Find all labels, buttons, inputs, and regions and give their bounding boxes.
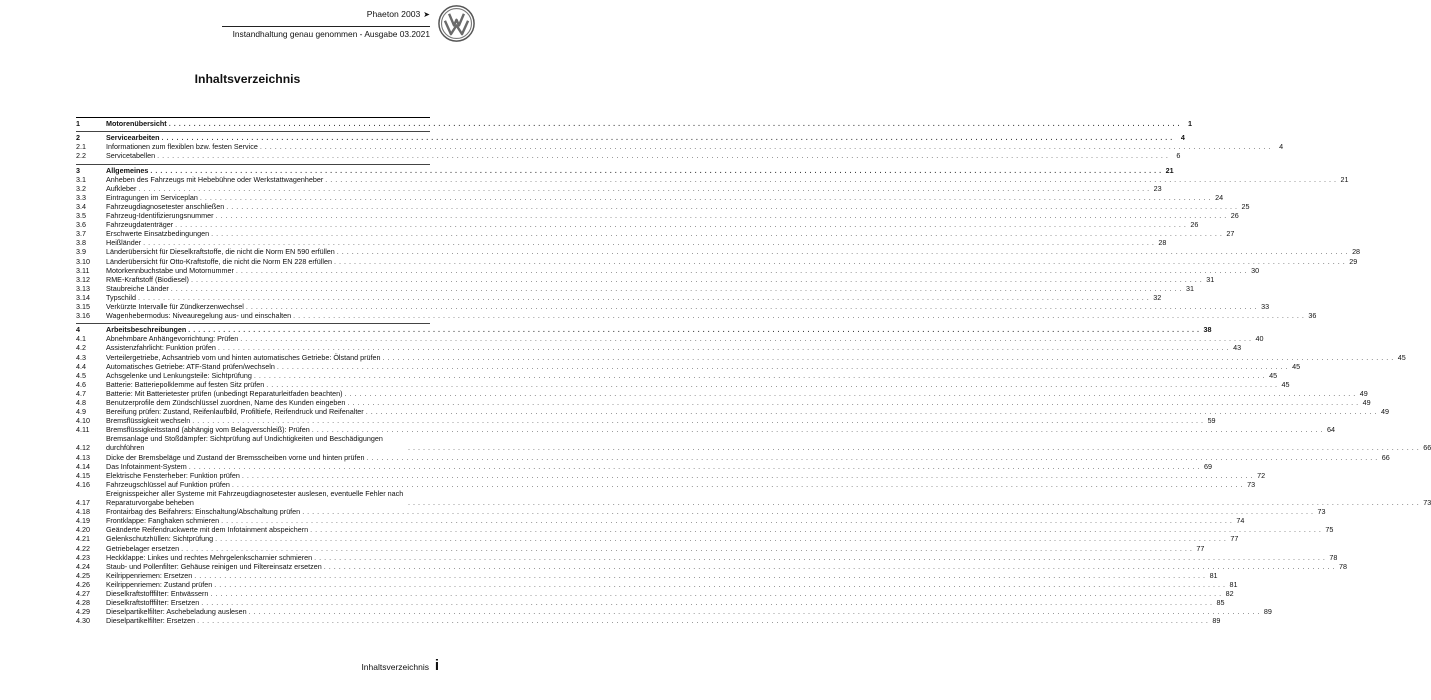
toc-leader-dots xyxy=(408,443,1419,452)
toc-page-number: 82 xyxy=(1225,588,1234,598)
toc-page-number: 1 xyxy=(1187,119,1192,128)
toc-title: Dicke der Bremsbeläge und Zustand der Bremsscheiben vorne und hinten prüfen xyxy=(106,452,365,462)
toc-title: Dieselpartikelfilter: Ersetzen xyxy=(106,616,196,626)
toc-leader-dots xyxy=(157,151,1168,160)
toc-leader-dots xyxy=(254,371,1265,380)
toc-title: Anheben des Fahrzeugs mit Hebebühne oder Werkstattwagenheber xyxy=(106,174,324,184)
toc-leader-dots xyxy=(266,380,1277,389)
toc-entry-row[interactable] xyxy=(76,238,1167,248)
toc-entry-row[interactable] xyxy=(76,379,1290,389)
toc-number: 4.17 xyxy=(76,498,90,508)
toc-page-number: 26 xyxy=(1190,220,1199,230)
toc-number: 4.11 xyxy=(76,425,90,435)
toc-title: Servicearbeiten xyxy=(106,133,160,143)
toc-title: Fahrzeug-Identifizierungsnummer xyxy=(106,211,214,221)
toc-leader-dots xyxy=(138,293,1149,302)
toc-leader-dots xyxy=(215,211,1226,220)
toc-leader-dots xyxy=(236,266,1247,275)
toc-page-number: 69 xyxy=(1203,461,1212,471)
toc-entry-row[interactable] xyxy=(76,570,1218,580)
toc-entry-row[interactable] xyxy=(76,579,1238,589)
toc-title: Staub- und Pollenfilter: Gehäuse reinigen und Filtereinsatz ersetzen xyxy=(106,561,322,571)
toc-number: 4.14 xyxy=(76,461,90,471)
toc-title: RME-Kraftstoff (Biodiesel) xyxy=(106,274,189,284)
toc-number: 3.7 xyxy=(76,229,86,239)
toc-title: Ereignisspeicher aller Systeme mit Fahrzeugdiagnosetester auslesen, eventuelle Fehler nach Reparaturvorgabe beheben xyxy=(106,488,404,508)
toc-number: 3 xyxy=(76,165,80,175)
toc-page-number: 89 xyxy=(1212,616,1221,626)
toc-entry-row[interactable] xyxy=(76,174,1349,184)
toc-number: 3.9 xyxy=(76,247,86,257)
toc-title: Bremsflüssigkeit wechseln xyxy=(106,416,191,426)
toc-leader-dots xyxy=(175,220,1186,229)
toc-entry-row[interactable] xyxy=(76,507,1326,517)
toc-page-number: 75 xyxy=(1325,525,1334,535)
toc-page-number: 74 xyxy=(1236,516,1245,526)
toc-number: 4.21 xyxy=(76,534,90,544)
toc-leader-dots xyxy=(345,389,1356,398)
toc-page-number: 31 xyxy=(1206,274,1215,284)
toc-title: Informationen zum flexiblen bzw. festen Service xyxy=(106,142,258,152)
toc-number: 3.15 xyxy=(76,301,90,311)
toc-title: Länderübersicht für Dieselkraftstoffe, die nicht die Norm EN 590 erfüllen xyxy=(106,247,335,257)
toc-number: 4.7 xyxy=(76,388,86,398)
toc-page-number: 36 xyxy=(1308,311,1317,321)
toc-leader-dots xyxy=(240,334,1251,343)
toc-number: 4.4 xyxy=(76,361,86,371)
toc-leader-dots xyxy=(302,507,1313,516)
toc-number: 3.10 xyxy=(76,256,90,266)
toc-leader-dots xyxy=(215,534,1226,543)
toc-leader-dots xyxy=(324,562,1335,571)
toc-leader-dots xyxy=(314,553,1325,562)
toc-title: Batterie: Mit Batterietester prüfen (unbedingt Reparaturleitfaden beachten) xyxy=(106,388,343,398)
toc-title: Abnehmbare Anhängevorrichtung: Prüfen xyxy=(106,334,239,344)
toc-leader-dots xyxy=(201,598,1212,607)
toc-title: Keilrippenriemen: Ersetzen xyxy=(106,570,193,580)
toc-title: Benutzerprofile dem Zündschlüssel zuordnen, Name des Kunden eingeben xyxy=(106,398,346,407)
toc-entry-row[interactable] xyxy=(76,370,1278,380)
toc-entry-row[interactable] xyxy=(76,598,1225,608)
toc-section-row[interactable] xyxy=(76,164,1174,175)
toc-number: 4.5 xyxy=(76,370,86,380)
toc-entry-row[interactable] xyxy=(76,256,1358,266)
page-header xyxy=(0,0,495,48)
toc-number: 3.6 xyxy=(76,220,86,230)
toc-title: Elektrische Fensterheber: Funktion prüfen xyxy=(106,470,240,480)
toc-title: Batterie: Batteriepolklemme auf festen Sitz prüfen xyxy=(106,379,265,389)
toc-page-number: 21 xyxy=(1340,174,1349,184)
toc-title: Allgemeines xyxy=(106,165,149,175)
toc-leader-dots xyxy=(191,275,1202,284)
toc-number: 4.27 xyxy=(76,588,90,598)
header-subtitle: Instandhaltung genau genommen - Ausgabe 03.2021 xyxy=(232,29,430,39)
toc-entry-row[interactable] xyxy=(76,561,1348,571)
toc-title: Keilrippenriemen: Zustand prüfen xyxy=(106,579,213,589)
toc-page-number: 77 xyxy=(1196,543,1205,553)
toc-number: 4.25 xyxy=(76,570,90,580)
toc-page-number: 73 xyxy=(1423,498,1431,508)
toc-page-number: 66 xyxy=(1423,443,1431,453)
toc-page-number: 6 xyxy=(1176,151,1181,161)
toc-number: 4.6 xyxy=(76,379,86,389)
toc-page-number: 66 xyxy=(1381,452,1390,462)
toc-number: 2 xyxy=(76,133,80,143)
toc-leader-dots xyxy=(260,142,1271,151)
toc-leader-dots xyxy=(312,425,1323,434)
toc-title: Arbeitsbeschreibungen xyxy=(106,325,187,335)
toc-entry-row[interactable] xyxy=(76,588,1234,598)
toc-title: Gelenkschutzhüllen: Sichtprüfung xyxy=(106,534,214,544)
toc-number: 4.9 xyxy=(76,407,86,417)
toc-title: Verkürzte Intervalle für Zündkerzenwechsel xyxy=(106,301,244,311)
toc-number: 3.2 xyxy=(76,183,86,193)
header-rule xyxy=(222,26,430,27)
toc-title: Typschild xyxy=(106,292,136,302)
toc-entry-row[interactable] xyxy=(76,470,1266,480)
toc-entry-row[interactable] xyxy=(76,265,1260,275)
page-title: Inhaltsverzeichnis xyxy=(194,72,301,86)
toc-page-number: 81 xyxy=(1209,570,1218,580)
toc-page-number: 81 xyxy=(1229,579,1238,589)
toc-entry-row[interactable] xyxy=(76,534,1239,544)
toc-page-number: 24 xyxy=(1215,192,1224,202)
toc-leader-dots xyxy=(337,247,1348,256)
toc-leader-dots xyxy=(171,284,1182,293)
toc-page-number: 29 xyxy=(1349,256,1358,266)
toc-entry-row[interactable] xyxy=(76,192,1224,202)
toc-entry-row[interactable] xyxy=(76,461,1212,471)
toc-page-number: 31 xyxy=(1186,283,1195,293)
toc-page-number: 73 xyxy=(1317,507,1326,517)
toc-number: 4.22 xyxy=(76,543,90,553)
toc-number: 3.16 xyxy=(76,311,90,321)
toc-number: 3.8 xyxy=(76,238,86,248)
toc-title: Länderübersicht für Otto-Kraftstoffe, die nicht die Norm EN 228 erfüllen xyxy=(106,256,332,266)
toc-leader-dots xyxy=(143,238,1154,247)
toc-page-number: 43 xyxy=(1233,343,1242,353)
toc-number: 3.11 xyxy=(76,265,90,275)
toc-number: 4.2 xyxy=(76,343,86,353)
toc-entry-row[interactable] xyxy=(76,525,1334,535)
toc-entry-row[interactable] xyxy=(76,607,1272,617)
toc-entry-row[interactable] xyxy=(76,220,1199,230)
toc-title: Fahrzeugdatenträger xyxy=(106,220,174,230)
toc-number: 2.1 xyxy=(76,142,86,152)
footer-page-mark: i xyxy=(434,657,439,674)
toc-entry-row[interactable] xyxy=(76,434,1431,453)
toc-title: Das Infotainment-System xyxy=(106,461,187,471)
toc-page-number: 49 xyxy=(1359,388,1368,398)
toc-entry-row[interactable] xyxy=(76,247,1361,257)
toc-page-number: 59 xyxy=(1207,416,1216,426)
toc-leader-dots xyxy=(232,480,1243,489)
toc-number: 4.23 xyxy=(76,552,90,562)
toc-entry-row[interactable] xyxy=(76,343,1242,353)
toc-page-number: 40 xyxy=(1255,334,1264,344)
toc-page-number: 38 xyxy=(1203,325,1212,335)
toc-leader-dots xyxy=(246,302,1257,311)
toc-number: 3.5 xyxy=(76,211,86,221)
toc-title: Motorenübersicht xyxy=(106,119,167,128)
toc-title: Fahrzeugdiagnosetester anschließen xyxy=(106,201,225,211)
toc-leader-dots xyxy=(138,184,1149,193)
toc-number: 2.2 xyxy=(76,151,86,161)
toc-leader-dots xyxy=(218,343,1229,352)
toc-title: Fahrzeugschlüssel auf Funktion prüfen xyxy=(106,479,230,489)
toc-title: Heißländer xyxy=(106,238,142,248)
toc-title: Motorkennbuchstabe und Motornummer xyxy=(106,265,234,275)
toc-number: 4.18 xyxy=(76,507,90,517)
toc-leader-dots xyxy=(293,311,1304,320)
toc-page-number: 33 xyxy=(1261,301,1270,311)
toc-title: Servicetabellen xyxy=(106,151,156,161)
toc-number: 4.13 xyxy=(76,452,90,462)
toc-entry-row[interactable] xyxy=(76,292,1162,302)
toc-title: Dieselkraftstofffilter: Entwässern xyxy=(106,588,209,598)
toc-number: 4.20 xyxy=(76,525,90,535)
toc-page-number: 73 xyxy=(1247,479,1256,489)
toc-section-row[interactable] xyxy=(76,323,1212,335)
toc-leader-dots xyxy=(181,544,1192,553)
toc-leader-dots xyxy=(169,119,1180,128)
toc-title: Frontairbag des Beifahrers: Einschaltung/Abschaltung prüfen xyxy=(106,507,301,517)
toc-entry-row[interactable] xyxy=(76,151,1181,161)
toc-number: 4.26 xyxy=(76,579,90,589)
toc-number: 3.14 xyxy=(76,292,90,302)
toc-page-number: 23 xyxy=(1153,183,1162,193)
header-model: Phaeton 2003 xyxy=(366,9,421,19)
toc-entry-row[interactable] xyxy=(76,488,1431,508)
toc-title: Bereifung prüfen: Zustand, Reifenlaufbild, Profiltiefe, Reifendruck und Reifenalter xyxy=(106,407,364,417)
toc-leader-dots xyxy=(194,571,1205,580)
toc-page-number: 26 xyxy=(1230,211,1239,221)
toc-title: Assistenzfahrlicht: Funktion prüfen xyxy=(106,343,216,353)
toc-page-number: 77 xyxy=(1230,534,1239,544)
toc-leader-dots xyxy=(162,133,1173,142)
toc-leader-dots xyxy=(214,580,1225,589)
header-model-line xyxy=(367,8,430,21)
toc-entry-row[interactable] xyxy=(76,201,1250,211)
toc-section-row[interactable] xyxy=(76,117,1192,128)
toc-entry-row[interactable] xyxy=(76,388,1368,398)
toc-title: Eintragungen im Serviceplan xyxy=(106,192,198,202)
toc-title: Verteilergetriebe, Achsantrieb vorn und hinten automatisches Getriebe: Ölstand prüfen xyxy=(106,352,381,362)
toc-page-number: 64 xyxy=(1327,425,1336,435)
toc-entry-row[interactable] xyxy=(76,283,1195,293)
toc-entry-row[interactable] xyxy=(76,334,1264,344)
toc-page-number: 49 xyxy=(1380,407,1389,417)
toc-title: Bremsflüssigkeitsstand (abhängig vom Belagverschleiß): Prüfen xyxy=(106,425,310,435)
toc-page-number: 30 xyxy=(1251,265,1260,275)
toc-title: Erschwerte Einsatzbedingungen xyxy=(106,229,210,239)
toc-number: 4.30 xyxy=(76,616,90,626)
toc-entry-row[interactable] xyxy=(76,452,1390,462)
toc-title: Automatisches Getriebe: ATF-Stand prüfen/wechseln xyxy=(106,361,275,371)
toc-leader-dots xyxy=(200,193,1211,202)
toc-leader-dots xyxy=(325,175,1336,184)
toc-section-row[interactable] xyxy=(76,131,1185,143)
toc-leader-dots xyxy=(310,525,1321,534)
toc-title: Wagenhebermodus: Niveauregelung aus- und einschalten xyxy=(106,311,292,321)
toc-page-number: 28 xyxy=(1352,247,1361,257)
toc-leader-dots xyxy=(221,516,1232,525)
toc-entry-row[interactable] xyxy=(76,416,1216,426)
toc-page-number: 21 xyxy=(1165,165,1174,175)
toc-number: 4 xyxy=(76,325,80,335)
toc-page-number: 45 xyxy=(1397,352,1406,362)
toc-title: Staubreiche Länder xyxy=(106,283,169,293)
toc-page-number: 78 xyxy=(1329,552,1338,562)
toc-leader-dots xyxy=(277,362,1288,371)
toc-number: 4.10 xyxy=(76,416,90,426)
toc-number: 4.19 xyxy=(76,516,90,526)
toc-leader-dots xyxy=(210,589,1221,598)
toc-title: Aufkleber xyxy=(106,183,137,193)
toc-leader-dots xyxy=(366,407,1377,416)
toc-title: Dieselkraftstofffilter: Ersetzen xyxy=(106,598,200,608)
toc-leader-dots xyxy=(383,353,1394,362)
toc-page-number: 85 xyxy=(1216,598,1225,608)
toc-number: 4.16 xyxy=(76,479,90,489)
toc-number: 3.1 xyxy=(76,174,86,184)
toc-page-number: 45 xyxy=(1281,379,1290,389)
toc-leader-dots xyxy=(226,202,1237,211)
toc-entry-row[interactable] xyxy=(76,398,1371,407)
toc-page-number: 4 xyxy=(1279,142,1284,152)
toc-page-number: 89 xyxy=(1263,607,1272,617)
toc-title: Achsgelenke und Lenkungsteile: Sichtprüfung xyxy=(106,370,252,380)
toc-leader-dots xyxy=(408,498,1419,507)
toc-page-number: 28 xyxy=(1158,238,1167,248)
toc-page-number: 32 xyxy=(1153,292,1162,302)
toc-entry-row[interactable] xyxy=(76,543,1205,553)
toc-leader-dots xyxy=(192,416,1203,425)
toc-entry-row[interactable] xyxy=(76,425,1336,435)
toc-number: 3.13 xyxy=(76,283,90,293)
toc-leader-dots xyxy=(150,166,1161,175)
toc-title: Bremsanlage und Stoßdämpfer: Sichtprüfung auf Undichtigkeiten und Beschädigungen durchführen xyxy=(106,434,383,453)
toc-number: 4.3 xyxy=(76,352,86,362)
toc-leader-dots xyxy=(197,616,1208,625)
toc-number: 4.12 xyxy=(76,443,90,453)
toc-number: 4.15 xyxy=(76,470,90,480)
toc-entry-row[interactable] xyxy=(76,183,1162,193)
toc-number: 4.1 xyxy=(76,334,86,344)
toc-entry-row[interactable] xyxy=(76,516,1245,526)
toc-entry-row[interactable] xyxy=(76,616,1221,626)
toc-entry-row[interactable] xyxy=(76,301,1270,311)
toc-page-number: 45 xyxy=(1269,370,1278,380)
toc-leader-dots xyxy=(242,471,1253,480)
toc-title: Geänderte Reifendruckwerte mit dem Infotainment abspeichern xyxy=(106,525,309,535)
toc-entry-row[interactable] xyxy=(76,352,1406,362)
toc-leader-dots xyxy=(211,229,1222,238)
toc-entry-row[interactable] xyxy=(76,311,1317,321)
toc-page-number: 72 xyxy=(1257,470,1266,480)
toc-title: Dieselpartikelfilter: Aschebeladung auslesen xyxy=(106,607,247,617)
toc-number: 3.4 xyxy=(76,201,86,211)
toc-number: 4.8 xyxy=(76,398,86,407)
toc-page-number: 25 xyxy=(1241,201,1250,211)
vw-logo-icon xyxy=(438,5,475,42)
toc-leader-dots xyxy=(189,462,1200,471)
toc-number: 4.28 xyxy=(76,598,90,608)
toc-number: 3.12 xyxy=(76,274,90,284)
toc-page-number: 27 xyxy=(1226,229,1235,239)
toc-entry-row[interactable] xyxy=(76,211,1239,221)
toc-entry-row[interactable] xyxy=(76,479,1256,489)
toc-leader-dots xyxy=(249,607,1260,616)
footer-label: Inhaltsverzeichnis xyxy=(361,662,429,672)
toc-title: Frontklappe: Fanghaken schmieren xyxy=(106,516,220,526)
toc-page-number: 49 xyxy=(1362,398,1371,407)
toc-page-number: 4 xyxy=(1180,133,1185,143)
toc-entry-row[interactable] xyxy=(76,142,1284,152)
arrow-right-icon: ➤ xyxy=(423,10,430,19)
toc-entry-row[interactable] xyxy=(76,229,1235,239)
toc-title: Heckklappe: Linkes und rechtes Mehrgelenkscharnier schmieren xyxy=(106,552,313,562)
toc-leader-dots xyxy=(334,257,1345,266)
toc-number: 4.29 xyxy=(76,607,90,617)
toc-page-number: 45 xyxy=(1292,361,1301,371)
toc-title: Getriebelager ersetzen xyxy=(106,543,180,553)
toc-leader-dots xyxy=(367,453,1378,462)
toc-number: 1 xyxy=(76,119,80,128)
table-of-contents xyxy=(76,117,1431,626)
toc-leader-dots xyxy=(188,325,1199,334)
toc-number: 3.3 xyxy=(76,192,86,202)
toc-entry-row[interactable] xyxy=(76,552,1338,562)
toc-page-number: 78 xyxy=(1339,561,1348,571)
toc-number: 4.24 xyxy=(76,561,90,571)
toc-entry-row[interactable] xyxy=(76,407,1389,417)
toc-leader-dots xyxy=(347,398,1358,407)
toc-entry-row[interactable] xyxy=(76,274,1215,284)
toc-entry-row[interactable] xyxy=(76,361,1301,371)
